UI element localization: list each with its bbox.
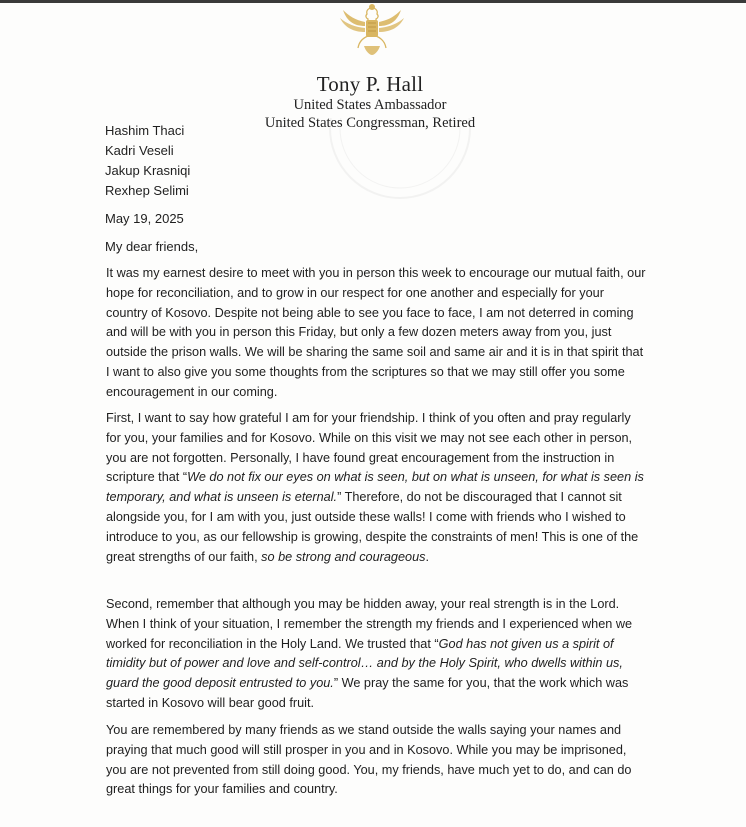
recipient-name: Rexhep Selimi [105,183,189,198]
paragraph-text: Second, remember that although you may be hidden away, your real strength is in the Lord. When I think of your situation, I remember the strength my friends and I experienced when we worked for reconciliation in the Holy Land. We trusted that “ [106,597,633,651]
scripture-quote: so be strong and courageous [261,549,426,564]
body-paragraph [106,409,646,567]
paragraph-text: ” Therefore, do not be discouraged that I cannot sit alongside you, for I am with you, just outside these walls! I come with friends who I wished to introduce to you, as our fellowship is growing, despite the constraints of men! This is one of the great strengths of our faith, [106,490,639,564]
body-paragraph [106,264,646,403]
paragraph-text: It was my earnest desire to meet with you in person this week to encourage our mutual faith, our hope for reconciliation, and to grow in our respect for one another and especially for your country of Kosovo. Despite not being able to see you face to face, I am not deterred in coming and will be with you in person this Friday, but only a few dozen meters away from you, just outside the prison walls. We will be sharing the same soil and same air and it is in that spirit that I want to also give you some thoughts from the scriptures so that we may still offer you some encouragement in our coming. [106,266,646,399]
sender-title: United States Ambassador [293,97,447,113]
paragraph-text: First, I want to say how grateful I am for your friendship. I think of you often and pray regularly for you, your families and for Kosovo. While on this visit we may not see each other in person, you are not forgotten. Personally, I have found great encouragement from the instruction in scripture that “ [106,411,633,485]
body-paragraph [106,595,646,714]
recipient-list [105,121,190,201]
paragraph-text: You are remembered by many friends as we stand outside the walls saying your names and praying that much good will still prosper in you and in Kosovo. While you may be imprisoned, you are not prevented from still doing good. You, my friends, have much yet to do, and can do great things for your families and country. [106,723,632,797]
scripture-quote: God has not given us a spirit of timidity but of power and love and self-control… and by the Holy Spirit, who dwells within us, guard the good deposit entrusted to you. [106,636,623,691]
recipient-name: Hashim Thaci [105,123,185,138]
paragraph-text: . [425,549,430,564]
body-paragraph [106,721,646,800]
letterhead [230,72,510,132]
letter-date: May 19, 2025 [105,211,184,226]
scripture-quote: We do not fix our eyes on what is seen, but on what is unseen, for what is seen is temporary, and what is unseen is eternal. [106,470,644,505]
sender-name: Tony P. Hall [316,72,424,96]
recipient-name: Kadri Veseli [105,143,174,158]
eagle-seal-icon [335,2,409,58]
salutation: My dear friends, [105,239,199,254]
sender-title-retired: United States Congressman, Retired [264,115,476,131]
paragraph-text: ” We pray the same for you, that the work which was started in Kosovo will bear good fruit. [106,676,629,710]
recipient-name: Jakup Krasniqi [105,163,191,178]
